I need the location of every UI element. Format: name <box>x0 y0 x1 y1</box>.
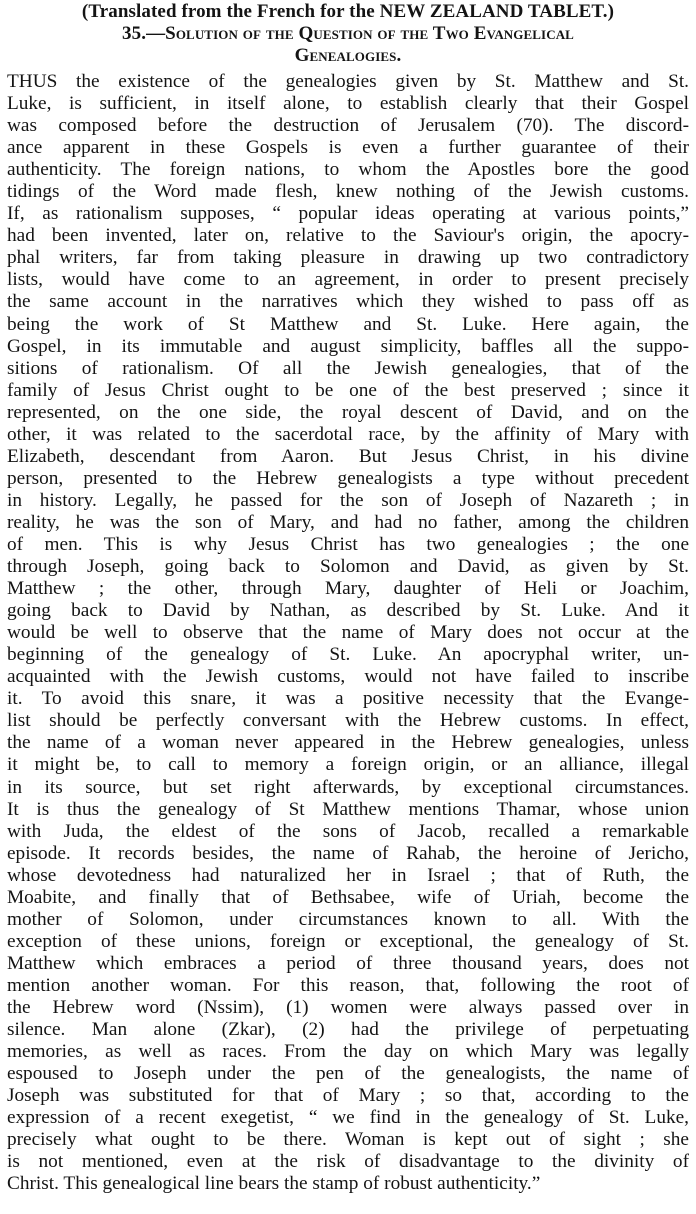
body-text-line: lists, would have come to an agreement, in order to present precisely <box>7 269 689 291</box>
body-text-line: Matthew which embraces a period of three thousand years, does not <box>7 952 689 974</box>
body-text-line: Joseph was substituted for that of Mary ; so that, according to the <box>7 1085 689 1107</box>
body-text-line: in history. Legally, he passed for the son of Joseph of Nazareth ; in <box>7 489 689 511</box>
body-text-line: beginning of the genealogy of St. Luke. An apocryphal writer, un- <box>7 644 689 666</box>
body-text-line: with Juda, the eldest of the sons of Jacob, recalled a remarkable <box>7 820 689 842</box>
article-title-line-2: Genealogies. <box>294 45 402 66</box>
body-text-line: Luke, is sufficient, in itself alone, to establish clearly that their Gospel <box>7 93 689 115</box>
body-text-line: THUS the existence of the genealogies given by St. Matthew and St. <box>7 71 689 92</box>
article-title-line-1: 35.—Solution of the Question of the Two Evangelical <box>122 23 574 44</box>
body-text-line: it. To avoid this snare, it was a positive necessity that the Evange- <box>7 688 689 710</box>
body-text-line: acquainted with the Jewish customs, would not have failed to inscribe <box>7 666 689 688</box>
body-text-line: being the work of St Matthew and St. Luke. Here again, the <box>7 313 689 335</box>
translation-credit-line: (Translated from the French for the NEW ZEALAND TABLET.) <box>81 1 615 22</box>
body-text-line: had been invented, later on, relative to the Saviour's origin, the apocry- <box>7 225 689 247</box>
body-text-line: going back to David by Nathan, as described by St. Luke. And it <box>7 600 689 622</box>
body-text-line: in its source, but set right afterwards, by exceptional circumstances. <box>7 776 689 798</box>
body-text-line: other, it was related to the sacerdotal race, by the affinity of Mary with <box>7 423 689 445</box>
body-text-line: whose devotedness had naturalized her in Israel ; that of Ruth, the <box>7 864 689 886</box>
body-text-line: of men. This is why Jesus Christ has two genealogies ; the one <box>7 533 689 555</box>
body-text-line: silence. Man alone (Zkar), (2) had the privilege of perpetuating <box>7 1019 689 1041</box>
body-text-line: Moabite, and finally that of Bethsabee, wife of Uriah, become the <box>7 886 689 908</box>
body-text-line: mention another woman. For this reason, that, following the root of <box>7 974 689 996</box>
body-text-line: list should be perfectly conversant with the Hebrew customs. In effect, <box>7 710 689 732</box>
body-text-line: it might be, to call to memory a foreign origin, or an alliance, illegal <box>7 754 689 776</box>
body-text-line: It is thus the genealogy of St Matthew mentions Thamar, whose union <box>7 798 689 820</box>
body-text-line: If, as rationalism supposes, “ popular ideas operating at various points,” <box>7 203 689 225</box>
body-text-line: is not mentioned, even at the risk of disadvantage to the divinity of <box>7 1151 689 1173</box>
body-text-line: Gospel, in its immutable and august simplicity, baffles all the suppo- <box>7 335 689 357</box>
body-text-line: mother of Solomon, under circumstances known to all. With the <box>7 908 689 930</box>
article-body <box>7 71 689 1195</box>
body-text-line: the same account in the narratives which they wished to pass off as <box>7 291 689 313</box>
body-text-line: phal writers, far from taking pleasure in drawing up two contradictory <box>7 247 689 269</box>
body-text-line: Matthew ; the other, through Mary, daughter of Heli or Joachim, <box>7 578 689 600</box>
body-text-line: precisely what ought to be there. Woman is kept out of sight ; she <box>7 1129 689 1151</box>
body-text-line: ance apparent in these Gospels is even a further guarantee of their <box>7 137 689 159</box>
body-text-line: represented, on the one side, the royal descent of David, and on the <box>7 401 689 423</box>
body-text-line: sitions of rationalism. Of all the Jewish genealogies, that of the <box>7 357 689 379</box>
body-text-line: family of Jesus Christ ought to be one of the best preserved ; since it <box>7 379 689 401</box>
body-text-line: person, presented to the Hebrew genealogists a type without precedent <box>7 467 689 489</box>
body-text-line: tidings of the Word made flesh, knew nothing of the Jewish customs. <box>7 181 689 203</box>
body-text-line: exception of these unions, foreign or exceptional, the genealogy of St. <box>7 930 689 952</box>
body-text-line: Christ. This genealogical line bears the stamp of robust authenticity.” <box>7 1173 541 1195</box>
body-text-line: the Hebrew word (Nssim), (1) women were always passed over in <box>7 996 689 1018</box>
body-text-line: authenticity. The foreign nations, to whom the Apostles bore the good <box>7 159 689 181</box>
body-text-line: episode. It records besides, the name of Rahab, the heroine of Jericho, <box>7 842 689 864</box>
body-text-line: was composed before the destruction of Jerusalem (70). The discord- <box>7 115 689 137</box>
body-text-line: expression of a recent exegetist, “ we find in the genealogy of St. Luke, <box>7 1107 689 1129</box>
body-text-line: memories, as well as races. From the day on which Mary was legally <box>7 1041 689 1063</box>
body-text-line: Elizabeth, descendant from Aaron. But Jesus Christ, in his divine <box>7 445 689 467</box>
body-text-line: espoused to Joseph under the pen of the genealogists, the name of <box>7 1063 689 1085</box>
body-text-line: would be well to observe that the name of Mary does not occur at the <box>7 622 689 644</box>
body-text-line: the name of a woman never appeared in the Hebrew genealogies, unless <box>7 732 689 754</box>
body-text-line: through Joseph, going back to Solomon and David, as given by St. <box>7 556 689 578</box>
body-text-line: reality, he was the son of Mary, and had no father, among the children <box>7 511 689 533</box>
